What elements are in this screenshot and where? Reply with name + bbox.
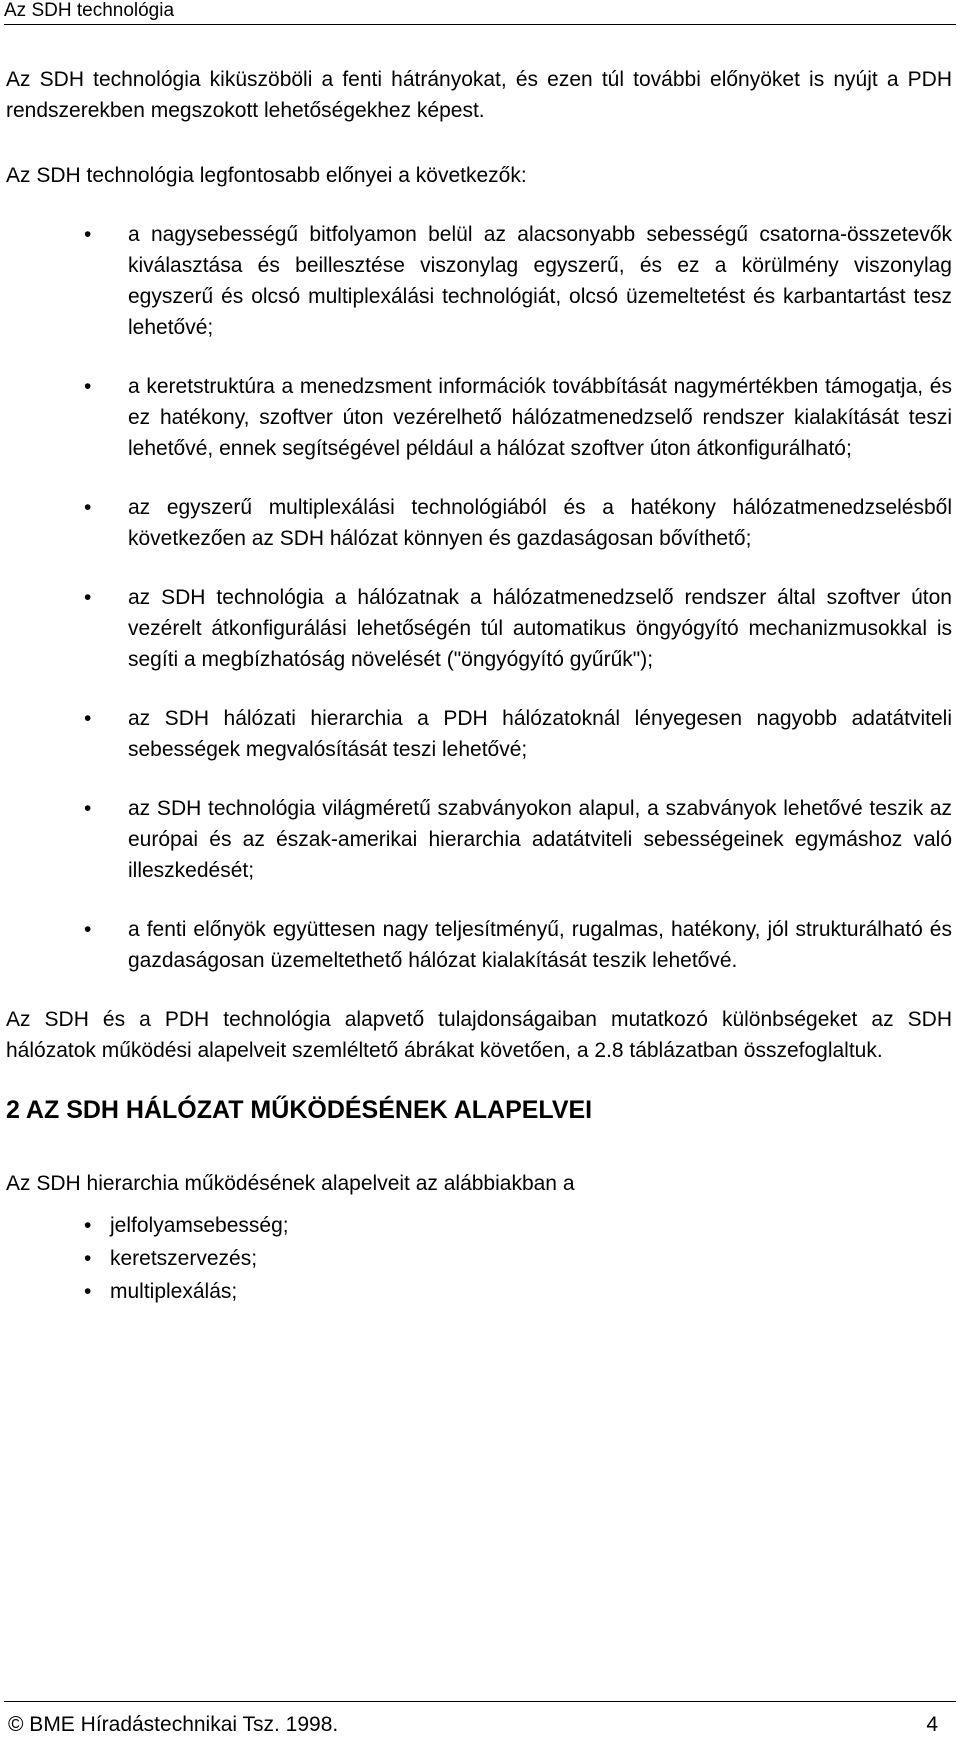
header-title: Az SDH technológia [4, 0, 175, 21]
bullet-icon: • [84, 918, 92, 941]
list-item [6, 1275, 952, 1308]
bullet-icon: • [84, 707, 92, 730]
page-body [6, 64, 952, 1308]
intro-paragraph: Az SDH technológia kiküszöböli a fenti hátrányokat, és ezen túl további előnyöket is nyújt a PDH rendszerekben megszokott lehetőségekhez képest. [6, 68, 952, 122]
list-item [6, 492, 952, 554]
list-item [6, 793, 952, 886]
bullet-icon: • [84, 223, 92, 246]
benefits-list [6, 219, 952, 976]
list-item-text: multiplexálás; [110, 1280, 238, 1303]
running-footer [4, 1701, 956, 1742]
list-item [6, 219, 952, 343]
bullet-icon: • [84, 797, 92, 820]
page-number: 4 [926, 1713, 938, 1736]
list-item-text: jelfolyamsebesség; [110, 1214, 289, 1237]
list-item [6, 1209, 952, 1242]
list-item-text: az egyszerű multiplexálási technológiából és a hatékony hálózatmenedzselésből következően az SDH hálózat könnyen és gazdaságosan bővíthető; [128, 496, 952, 550]
list-item-text: az SDH hálózati hierarchia a PDH hálózatoknál lényegesen nagyobb adatátviteli sebességek megvalósítását teszi lehetővé; [128, 707, 952, 761]
list-item [6, 582, 952, 675]
list-item [6, 371, 952, 464]
bullet-icon: • [84, 375, 92, 398]
section-heading: 2 AZ SDH HÁLÓZAT MŰKÖDÉSÉNEK ALAPELVEI [6, 1096, 593, 1124]
list-item-text: a nagysebességű bitfolyamon belül az alacsonyabb sebességű csatorna-összetevők kiválasztása és beillesztése viszonylag egyszerű, és ez a körülmény viszonylag egyszerű és olcsó multiplexálási technológiát, olcsó üzemeltetést és karbantartást tesz lehetővé; [128, 223, 952, 339]
list-item-text: keretszervezés; [110, 1247, 258, 1270]
list-item-text: az SDH technológia a hálózatnak a hálózatmenedzselő rendszer által szoftver úton vezérelt átkonfigurálási lehetőségén túl automatikus öngyógyító mechanizmusokkal is segíti a megbízhatóság növelését ("öngyógyító gyűrűk"); [128, 586, 952, 671]
closing-paragraph: Az SDH és a PDH technológia alapvető tulajdonságaiban mutatkozó különbségeket az SDH hálózatok működési alapelveit szemléltető ábrákat követően, a 2.8 táblázatban összefoglaltuk. [6, 1008, 952, 1062]
list-item [6, 914, 952, 976]
list-item-text: a keretstruktúra a menedzsment információk továbbítását nagymértékben támogatja, és ez hatékony, szoftver úton vezérelhető hálózatmenedzselő rendszer kialakítását teszi lehetővé, ennek segítségével például a hálózat szoftver úton átkonfigurálható; [128, 375, 952, 460]
bullet-icon: • [84, 1247, 92, 1270]
footer-copyright: © BME Híradástechnikai Tsz. 1998. [8, 1713, 339, 1736]
list-item-text: a fenti előnyök együttesen nagy teljesítményű, rugalmas, hatékony, jól strukturálható és gazdaságosan üzemeltethető hálózat kialakítását teszik lehetővé. [128, 918, 952, 972]
principles-lead: Az SDH hierarchia működésének alapelveit az alábbiakban a [6, 1172, 575, 1195]
principles-list [6, 1209, 952, 1308]
list-item [6, 703, 952, 765]
bullet-icon: • [84, 586, 92, 609]
list-item-text: az SDH technológia világméretű szabványokon alapul, a szabványok lehetővé teszik az európai és az észak-amerikai hierarchia adatátviteli sebességeinek egymáshoz való illeszkedését; [128, 797, 952, 882]
running-header [4, 0, 956, 25]
bullet-icon: • [84, 1214, 92, 1237]
bullet-icon: • [84, 1280, 92, 1303]
benefits-lead: Az SDH technológia legfontosabb előnyei a következők: [6, 164, 527, 187]
bullet-icon: • [84, 496, 92, 519]
list-item [6, 1242, 952, 1275]
